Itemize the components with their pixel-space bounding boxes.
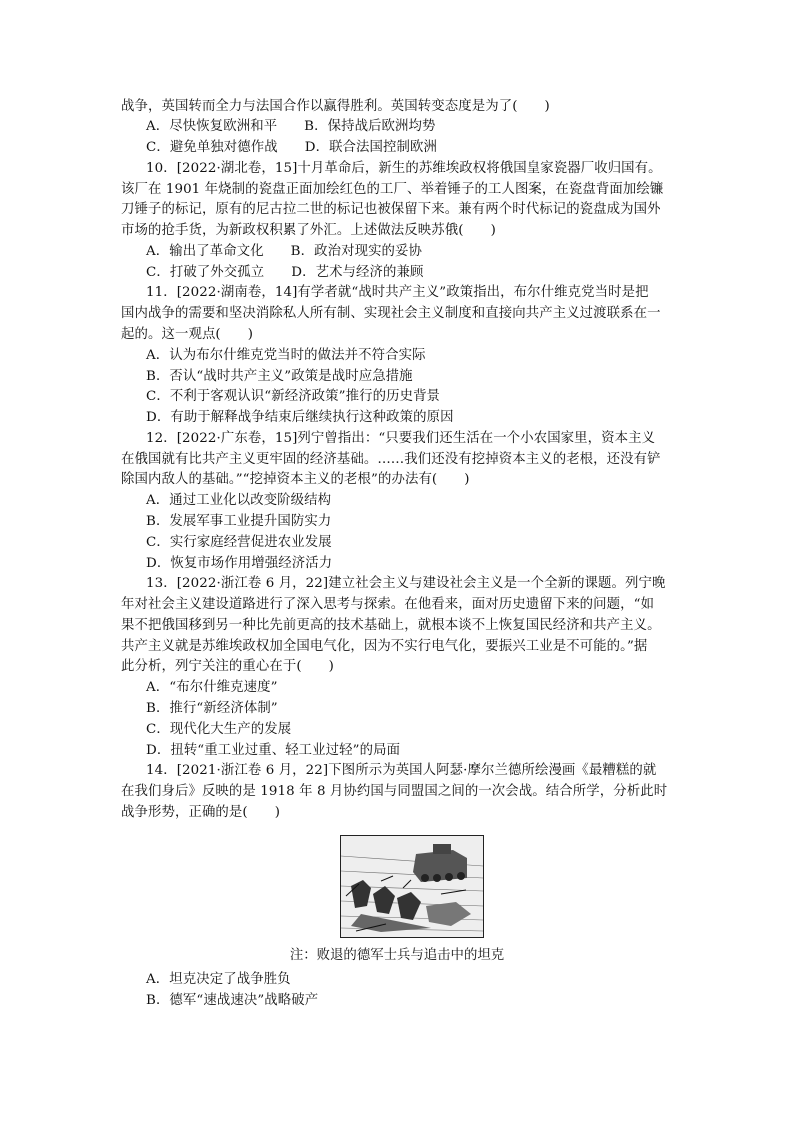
text-line: 战争，英国转而全力与法国合作以赢得胜利。英国转变态度是为了( ) bbox=[121, 99, 550, 114]
cartoon-illustration bbox=[340, 835, 484, 938]
text-line: 在我们身后》反映的是 1918 年 8 月协约国与同盟国之间的一次会战。结合所学，分析此时 bbox=[121, 784, 668, 799]
option-line: A．通过工业化以改变阶级结构 bbox=[146, 493, 332, 508]
option-line: C．避免单独对德作战 D．联合法国控制欧洲 bbox=[146, 140, 437, 155]
text-line: 除国内敌人的基础。”“挖掉资本主义的老根”的办法有( ) bbox=[121, 472, 470, 487]
option-line: D．扭转“重工业过重、轻工业过轻”的局面 bbox=[146, 743, 401, 758]
question-12-stem: 12．[2022·广东卷，15]列宁曾指出：“只要我们还生活在一个小农国家里，资本主义 bbox=[146, 431, 656, 446]
text-line: 该厂在 1901 年烧制的瓷盘正面加绘红色的工厂、举着锤子的工人图案，在瓷盘背面加绘镰 bbox=[121, 182, 664, 197]
question-14-stem: 14．[2021·浙江卷 6 月，22]下图所示为英国人阿瑟·摩尔兰德所绘漫画《最糟糕的就 bbox=[146, 763, 657, 778]
text-line: 刀锤子的标记，原有的尼古拉二世的标记也被保留下来。兼有两个时代标记的瓷盘成为国外 bbox=[121, 202, 661, 217]
text-line: 起的。这一观点( ) bbox=[121, 327, 254, 342]
option-line: A．坦克决定了战争胜负 bbox=[146, 972, 291, 987]
option-line: C．现代化大生产的发展 bbox=[146, 722, 292, 737]
text-line: 在俄国就有比共产主义更牢固的经济基础。……我们还没有挖掉资本主义的老根，还没有铲 bbox=[121, 452, 661, 467]
option-line: B．推行“新经济体制” bbox=[146, 701, 278, 716]
option-line: C．实行家庭经营促进农业发展 bbox=[146, 535, 332, 550]
question-10-stem: 10．[2022·湖北卷，15]十月革命后，新生的苏维埃政权将俄国皇家瓷器厂收归国有。 bbox=[146, 161, 662, 176]
option-line: A．输出了革命文化 B．政治对现实的妥协 bbox=[146, 244, 423, 259]
text-line: 国内战争的需要和坚决消除私人所有制、实现社会主义制度和直接向共产主义过渡联系在一 bbox=[121, 306, 661, 321]
option-line: A．认为布尔什维克党当时的做法并不符合实际 bbox=[146, 348, 426, 363]
text-line: 此分析，列宁关注的重心在于( ) bbox=[121, 659, 335, 674]
question-11-stem: 11．[2022·湖南卷，14]有学者就“战时共产主义”政策指出，布尔什维克党当时是把 bbox=[146, 285, 649, 300]
option-line: C．不利于客观认识“新经济政策”推行的历史背景 bbox=[146, 389, 441, 404]
figure-caption: 注：败退的德军士兵与追击中的坦克 bbox=[289, 948, 505, 963]
option-line: C．打破了外交孤立 D．艺术与经济的兼顾 bbox=[146, 265, 424, 280]
text-line: 市场的抢手货，为新政权积累了外汇。上述做法反映苏俄( ) bbox=[121, 223, 496, 238]
option-line: A．尽快恢复欧洲和平 B．保持战后欧洲均势 bbox=[146, 119, 436, 134]
option-line: D．有助于解释战争结束后继续执行这种政策的原因 bbox=[146, 410, 454, 425]
option-line: A．“布尔什维克速度” bbox=[146, 680, 278, 695]
option-line: B．德军“速战速决”战略破产 bbox=[146, 993, 319, 1008]
option-line: B．否认“战时共产主义”政策是战时应急措施 bbox=[146, 369, 413, 384]
question-13-stem: 13．[2022·浙江卷 6 月，22]建立社会主义与建设社会主义是一个全新的课题。列宁晚 bbox=[146, 576, 666, 591]
option-line: D．恢复市场作用增强经济活力 bbox=[146, 556, 333, 571]
text-line: 果不把俄国移到另一种比先前更高的技术基础上，就根本谈不上恢复国民经济和共产主义。 bbox=[121, 618, 661, 633]
text-line: 战争形势，正确的是( ) bbox=[121, 805, 281, 820]
text-line: 年对社会主义建设道路进行了深入思考与探索。在他看来，面对历史遗留下来的问题，“如 bbox=[121, 597, 655, 612]
option-line: B．发展军事工业提升国防实力 bbox=[146, 514, 332, 529]
text-line: 共产主义就是苏维埃政权加全国电气化，因为不实行电气化，要振兴工业是不可能的。”据 bbox=[121, 639, 648, 654]
